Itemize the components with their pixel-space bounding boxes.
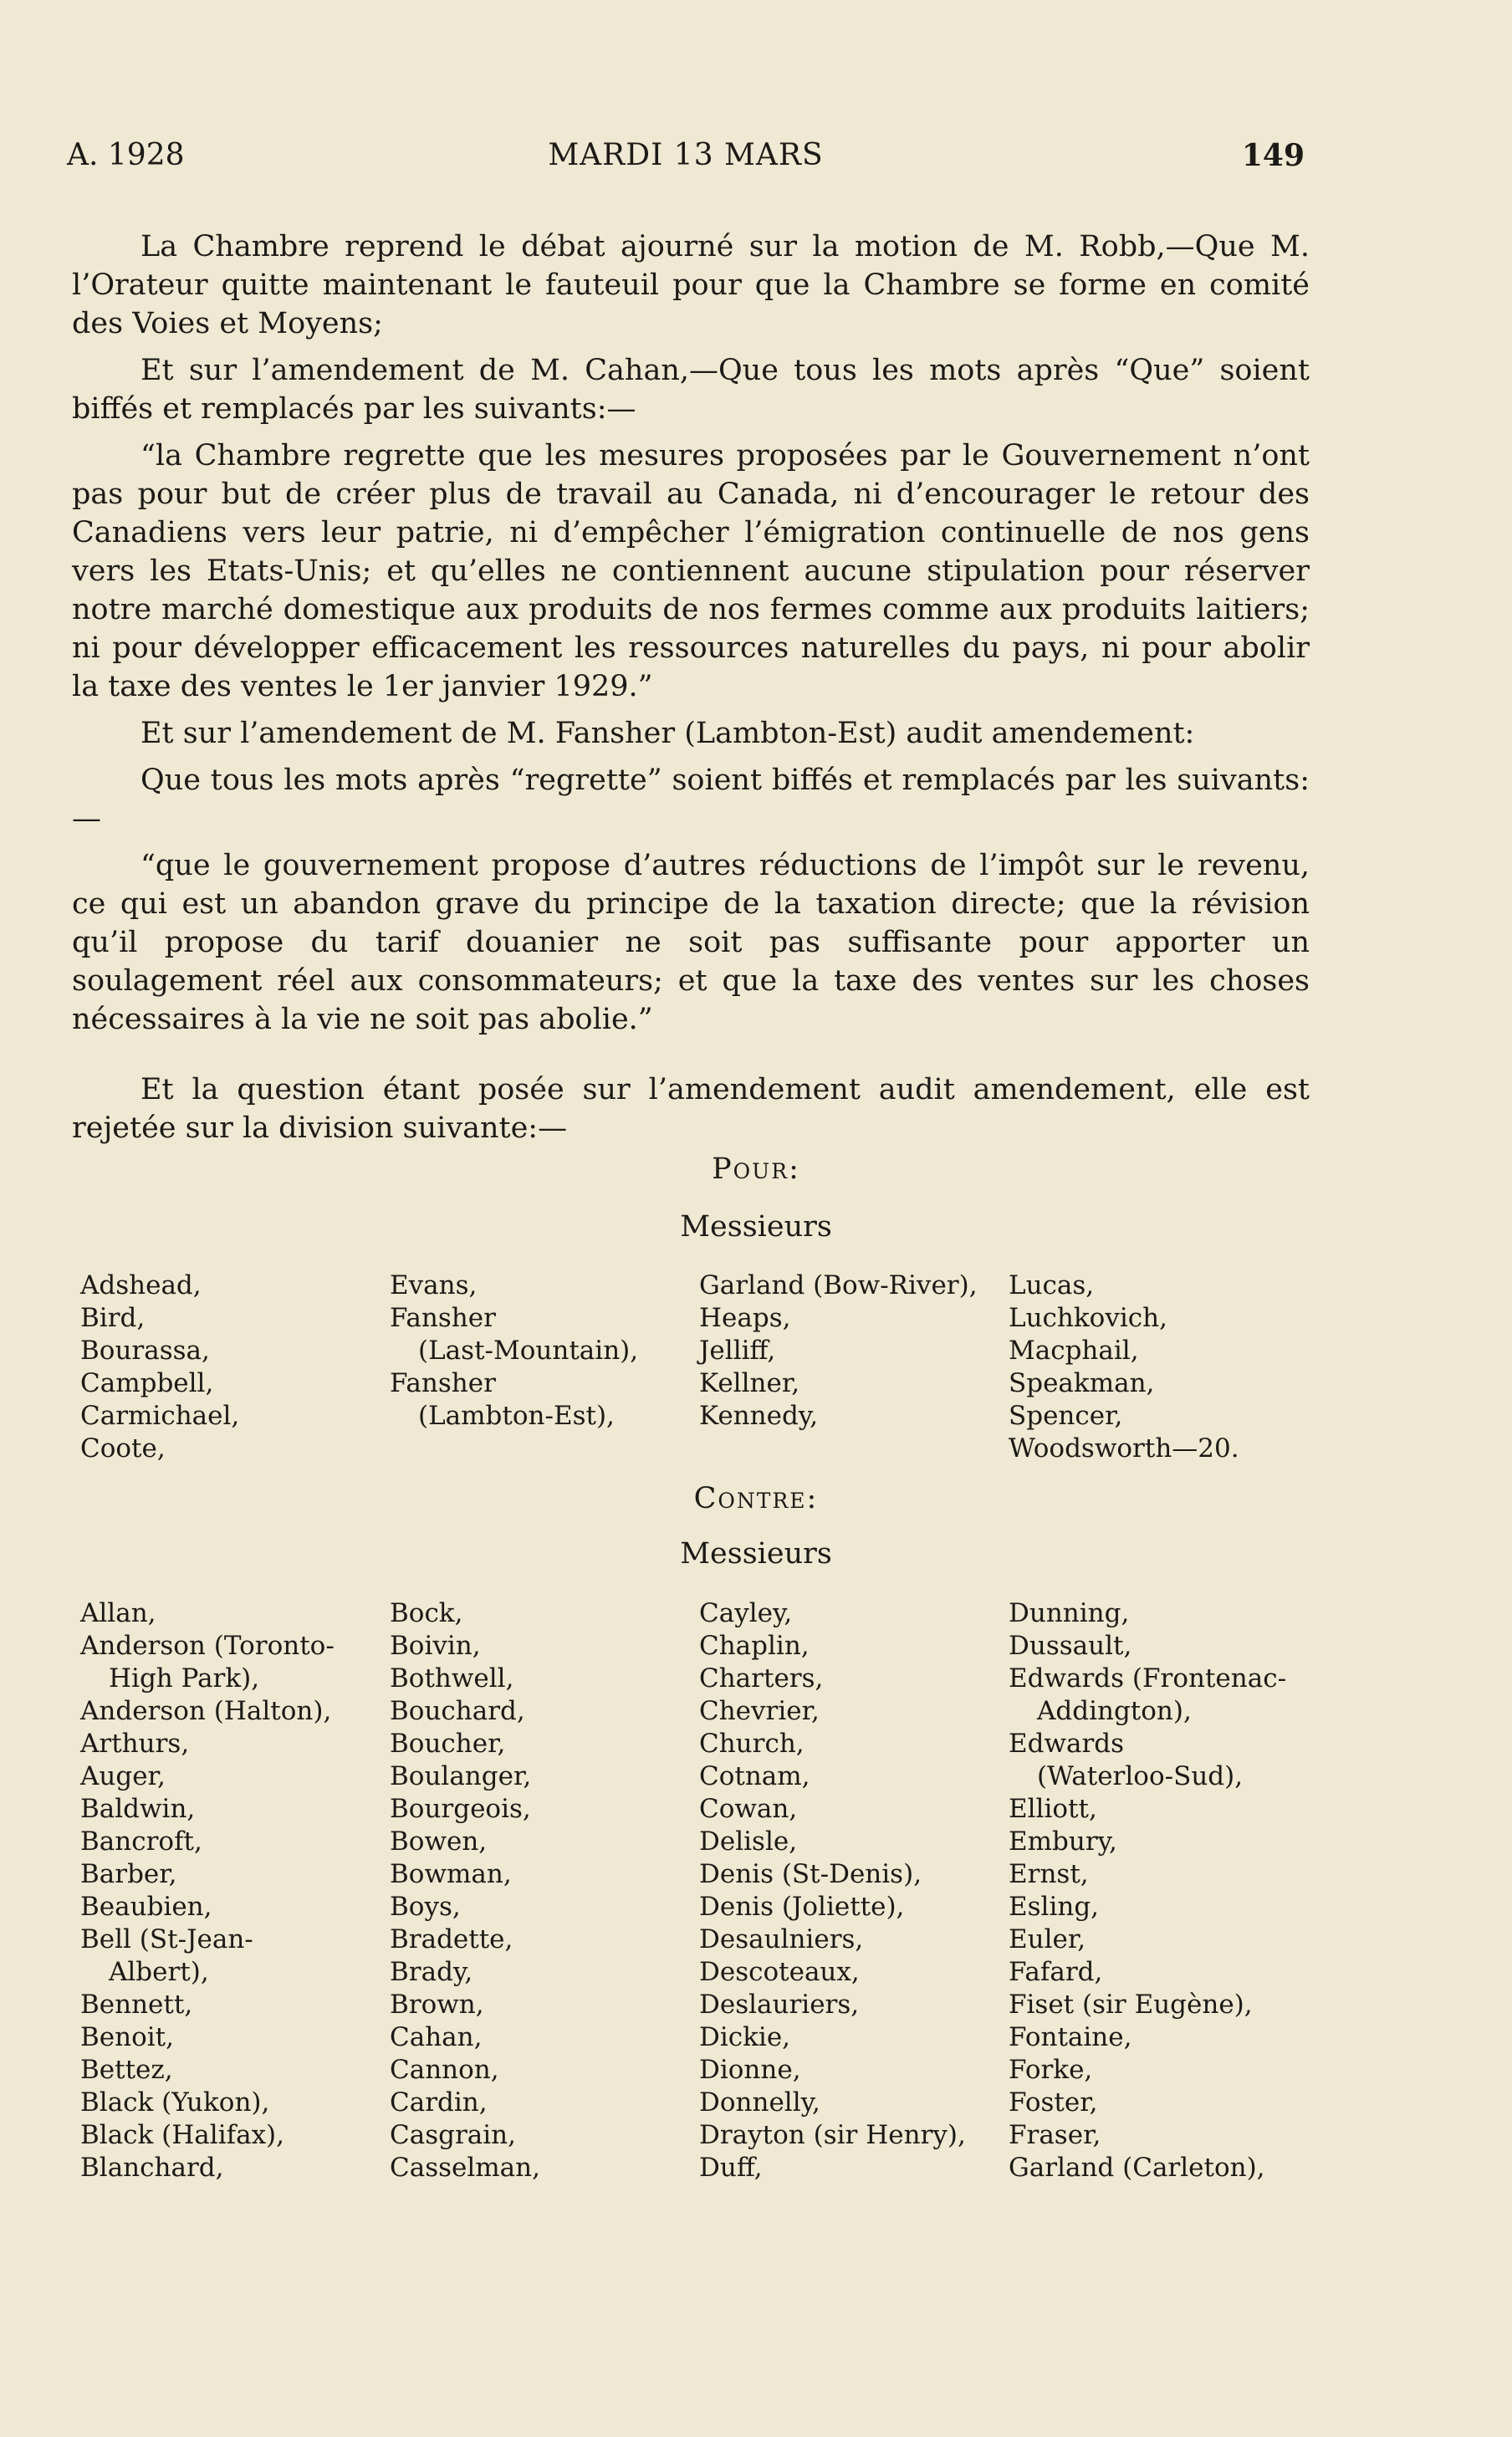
name-column (390, 1597, 699, 2184)
member-name: Bock, (390, 1598, 463, 1628)
member-name: Descoteaux, (699, 1957, 860, 1987)
paragraph: Que tous les mots après “regrette” soient biffés et remplacés par les suivants:— (72, 764, 1310, 835)
member-name: Duff, (699, 2153, 763, 2183)
contre-heading: Contre: (693, 1482, 819, 1515)
member-name: Addington), (1037, 1696, 1192, 1726)
member-name: Fiset (sir Eugène), (1009, 1990, 1253, 2020)
page-header (67, 138, 1305, 180)
member-name: (Last-Mountain), (418, 1336, 639, 1366)
contre-name-list (80, 1597, 1318, 2184)
pour-subheading: Messieurs (680, 1210, 832, 1244)
member-name: Cotnam, (699, 1761, 810, 1791)
member-name: Evans, (390, 1270, 478, 1300)
member-name: Fansher (390, 1303, 496, 1333)
member-name: Euler, (1009, 1924, 1086, 1954)
paragraph: Et sur l’amendement de M. Cahan,—Que tous les mots après “Que” soient biffés et remplacés par les suivants:— (72, 354, 1310, 426)
member-name: Anderson (Toronto- (80, 1631, 335, 1661)
member-name: Blanchard, (80, 2153, 224, 2183)
member-name: Boulanger, (390, 1761, 532, 1791)
member-name: Dussault, (1009, 1631, 1132, 1661)
header-date: MARDI 13 MARS (548, 138, 824, 172)
member-name: Campbell, (80, 1368, 214, 1398)
member-name: Garland (Carleton), (1009, 2153, 1265, 2183)
paragraph: “la Chambre regrette que les mesures proposées par le Gouvernement n’ont pas pour but de créer plus de travail au Canada, ni d’encourager le retour des Canadiens vers leur patrie, ni d’empêcher l’émigration continuelle de nos gens vers les Etats-Unis; et qu’elles ne contiennent aucune stipulation pour réserver notre marché domestique aux produits de nos fermes comme aux produits laitiers; ni pour développer efficacement les ressources naturelles du pays, ni pour abolir la taxe des ventes le 1er janvier 1929.” (72, 439, 1310, 703)
member-name: Bennett, (80, 1990, 193, 2020)
name-column (699, 1270, 1009, 1465)
pour-heading: Pour: (712, 1152, 800, 1186)
name-column (1009, 1270, 1318, 1465)
member-name: Donnelly, (699, 2087, 820, 2118)
member-name: Bowen, (390, 1826, 488, 1857)
name-column (80, 1270, 390, 1465)
member-name: Fansher (390, 1368, 496, 1398)
member-name: Black (Yukon), (80, 2087, 270, 2118)
member-name: Albert), (109, 1957, 209, 1987)
member-name: Delisle, (699, 1826, 798, 1857)
member-name: Drayton (sir Henry), (699, 2120, 966, 2150)
member-name: Edwards (1009, 1729, 1125, 1759)
member-name: Woodsworth—20. (1009, 1433, 1239, 1464)
member-name: Bourgeois, (390, 1794, 531, 1824)
member-name: Speakman, (1009, 1368, 1155, 1398)
member-name: Embury, (1009, 1826, 1117, 1857)
member-name: Benoit, (80, 2022, 174, 2052)
member-name: (Waterloo-Sud), (1037, 1761, 1244, 1791)
member-name: Fontaine, (1009, 2022, 1132, 2052)
member-name: Casgrain, (390, 2120, 516, 2150)
member-name: Allan, (80, 1598, 156, 1628)
member-name: Bouchard, (390, 1696, 525, 1726)
member-name: Chevrier, (699, 1696, 820, 1726)
name-column (1009, 1597, 1318, 2184)
member-name: Cannon, (390, 2055, 499, 2085)
member-name: Fafard, (1009, 1957, 1103, 1987)
member-name: Bothwell, (390, 1663, 514, 1694)
member-name: Heaps, (699, 1303, 791, 1333)
member-name: Anderson (Halton), (80, 1696, 332, 1726)
member-name: Coote, (80, 1433, 166, 1464)
paragraph: Et sur l’amendement de M. Fansher (Lambton-Est) audit amendement: (140, 717, 1195, 750)
member-name: Kennedy, (699, 1401, 819, 1431)
member-name: (Lambton-Est), (418, 1401, 615, 1431)
member-name: Cowan, (699, 1794, 798, 1824)
member-name: Spencer, (1009, 1401, 1123, 1431)
member-name: Forke, (1009, 2055, 1093, 2085)
member-name: Deslauriers, (699, 1990, 860, 2020)
member-name: Carmichael, (80, 1401, 240, 1431)
member-name: Esling, (1009, 1892, 1100, 1922)
member-name: Desaulniers, (699, 1924, 864, 1954)
paragraph: Et la question étant posée sur l’amendement audit amendement, elle est rejetée sur la division suivante:— (72, 1073, 1310, 1145)
member-name: Black (Halifax), (80, 2120, 285, 2150)
contre-subheading: Messieurs (680, 1537, 832, 1571)
member-name: Cahan, (390, 2022, 483, 2052)
member-name: Chaplin, (699, 1631, 810, 1661)
member-name: Church, (699, 1729, 805, 1759)
member-name: Kellner, (699, 1368, 800, 1398)
paragraph: La Chambre reprend le débat ajourné sur la motion de M. Robb,—Que M. l’Orateur quitte maintenant le fauteuil pour que la Chambre se forme en comité des Voies et Moyens; (72, 230, 1310, 340)
member-name: Macphail, (1009, 1336, 1139, 1366)
name-column (80, 1597, 390, 2184)
member-name: Foster, (1009, 2087, 1098, 2118)
member-name: Dickie, (699, 2022, 791, 2052)
member-name: Bettez, (80, 2055, 173, 2085)
member-name: High Park), (109, 1663, 260, 1694)
member-name: Brown, (390, 1990, 484, 2020)
member-name: Luchkovich, (1009, 1303, 1167, 1333)
member-name: Dunning, (1009, 1598, 1130, 1628)
member-name: Elliott, (1009, 1794, 1097, 1824)
member-name: Fraser, (1009, 2120, 1101, 2150)
member-name: Ernst, (1009, 1859, 1089, 1889)
member-name: Arthurs, (80, 1729, 190, 1759)
member-name: Lucas, (1009, 1270, 1095, 1300)
member-name: Edwards (Frontenac- (1009, 1663, 1287, 1694)
name-column (390, 1270, 699, 1465)
member-name: Bowman, (390, 1859, 512, 1889)
member-name: Casselman, (390, 2153, 540, 2183)
member-name: Boivin, (390, 1631, 481, 1661)
member-name: Bradette, (390, 1924, 513, 1954)
member-name: Denis (Joliette), (699, 1892, 905, 1922)
member-name: Beaubien, (80, 1892, 212, 1922)
body-text (72, 227, 1310, 1156)
member-name: Auger, (80, 1761, 166, 1791)
member-name: Denis (St-Denis), (699, 1859, 922, 1889)
member-name: Cardin, (390, 2087, 488, 2118)
header-year: A. 1928 (67, 138, 185, 172)
member-name: Bourassa, (80, 1336, 210, 1366)
member-name: Garland (Bow-River), (699, 1270, 978, 1300)
member-name: Adshead, (80, 1270, 202, 1300)
member-name: Cayley, (699, 1598, 793, 1628)
member-name: Jelliff, (699, 1336, 776, 1366)
member-name: Bancroft, (80, 1826, 202, 1857)
page-number: 149 (1241, 138, 1305, 173)
paragraph: “que le gouvernement propose d’autres réductions de l’impôt sur le revenu, ce qui est un abandon grave du principe de la taxation directe; que la révision qu’il propose du tarif douanier ne soit pas suffisante pour apporter un soulagement réel aux consommateurs; et que la taxe des ventes sur les choses nécessaires à la vie ne soit pas abolie.” (72, 849, 1310, 1036)
member-name: Baldwin, (80, 1794, 196, 1824)
member-name: Bell (St-Jean- (80, 1924, 253, 1954)
pour-name-list (80, 1270, 1318, 1465)
member-name: Boys, (390, 1892, 461, 1922)
name-column (699, 1597, 1009, 2184)
member-name: Barber, (80, 1859, 177, 1889)
member-name: Brady, (390, 1957, 473, 1987)
member-name: Boucher, (390, 1729, 506, 1759)
member-name: Bird, (80, 1303, 146, 1333)
member-name: Charters, (699, 1663, 824, 1694)
member-name: Dionne, (699, 2055, 801, 2085)
